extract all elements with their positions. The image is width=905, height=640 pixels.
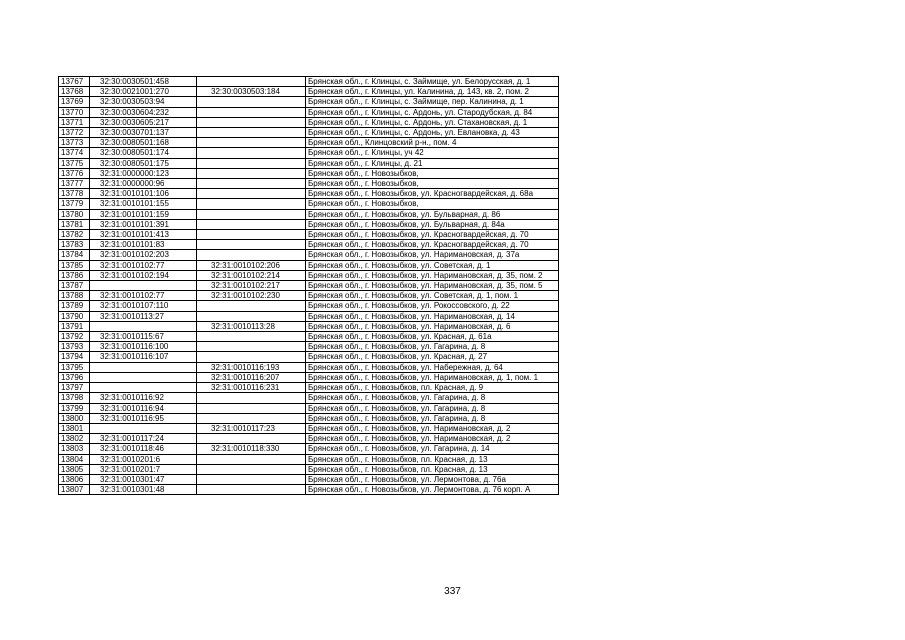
related-cadastral-number-cell: 32:30:0030503:184 [197,87,306,97]
address-cell: Брянская обл., г. Клинцы, с. Ардонь, ул. Евлановка, д. 43 [306,128,559,138]
address-cell: Брянская обл., г. Новозыбков, ул. Гагарина, д. 8 [306,413,559,423]
cadastral-number-cell [90,423,197,433]
table-row [59,311,559,321]
cadastral-number-cell: 32:30:0080501:168 [90,138,197,148]
row-number-cell: 13806 [59,474,90,484]
table-row [59,281,559,291]
row-number-cell: 13796 [59,372,90,382]
address-cell: Брянская обл., г. Новозыбков, ул. Набережная, д. 64 [306,362,559,372]
cadastral-number-cell: 32:31:0010101:106 [90,189,197,199]
related-cadastral-number-cell: 32:31:0010118:330 [197,444,306,454]
address-cell: Брянская обл., г. Новозыбков, ул. Лермонтова, д. 76а [306,474,559,484]
cadastral-number-cell: 32:31:0010101:155 [90,199,197,209]
row-number-cell: 13783 [59,240,90,250]
cadastral-number-cell: 32:30:0030503:94 [90,97,197,107]
table-row [59,454,559,464]
row-number-cell: 13767 [59,77,90,87]
table-row [59,321,559,331]
address-cell: Брянская обл., г. Клинцы, с. Ардонь, ул. Стародубская, д. 84 [306,107,559,117]
table-row [59,413,559,423]
registry-table [58,76,559,495]
related-cadastral-number-cell [197,403,306,413]
table-row [59,362,559,372]
row-number-cell: 13778 [59,189,90,199]
row-number-cell: 13787 [59,281,90,291]
address-cell: Брянская обл., г. Новозыбков, ул. Наримановская, д. 14 [306,311,559,321]
cadastral-number-cell: 32:31:0010102:203 [90,250,197,260]
cadastral-number-cell: 32:31:0010116:94 [90,403,197,413]
address-cell: Брянская обл., г. Новозыбков, ул. Наримановская, д. 37а [306,250,559,260]
table-row [59,444,559,454]
address-cell: Брянская обл., г. Новозыбков, [306,168,559,178]
cadastral-number-cell [90,383,197,393]
cadastral-number-cell: 32:31:0000000:96 [90,179,197,189]
table-row [59,464,559,474]
table-row [59,107,559,117]
cadastral-number-cell: 32:31:0010102:194 [90,270,197,280]
cadastral-number-cell: 32:31:0010102:77 [90,291,197,301]
cadastral-number-cell: 32:31:0010101:391 [90,219,197,229]
address-cell: Брянская обл., г. Новозыбков, ул. Красногвардейская, д. 68а [306,189,559,199]
row-number-cell: 13784 [59,250,90,260]
cadastral-number-cell: 32:31:0010102:77 [90,260,197,270]
table-row [59,97,559,107]
cadastral-number-cell [90,281,197,291]
cadastral-number-cell: 32:31:0010301:48 [90,485,197,495]
table-row [59,209,559,219]
related-cadastral-number-cell [197,301,306,311]
related-cadastral-number-cell: 32:31:0010116:193 [197,362,306,372]
cadastral-number-cell: 32:31:0010115:67 [90,332,197,342]
row-number-cell: 13797 [59,383,90,393]
address-cell: Брянская обл., г. Новозыбков, пл. Красная, д. 13 [306,464,559,474]
address-cell: Брянская обл., г. Новозыбков, пл. Красная, д. 9 [306,383,559,393]
row-number-cell: 13792 [59,332,90,342]
row-number-cell: 13801 [59,423,90,433]
related-cadastral-number-cell [197,148,306,158]
cadastral-number-cell: 32:30:0030605:217 [90,117,197,127]
related-cadastral-number-cell [197,352,306,362]
related-cadastral-number-cell [197,117,306,127]
related-cadastral-number-cell [197,199,306,209]
related-cadastral-number-cell [197,413,306,423]
table-row [59,138,559,148]
row-number-cell: 13770 [59,107,90,117]
row-number-cell: 13798 [59,393,90,403]
cadastral-number-cell: 32:31:0010113:27 [90,311,197,321]
row-number-cell: 13794 [59,352,90,362]
cadastral-number-cell: 32:30:0021001:270 [90,87,197,97]
table-row [59,189,559,199]
table-row [59,230,559,240]
cadastral-number-cell: 32:30:0030604:232 [90,107,197,117]
address-cell: Брянская обл., г. Клинцы, с. Займище, ул. Белорусская, д. 1 [306,77,559,87]
cadastral-number-cell: 32:30:0030701:137 [90,128,197,138]
address-cell: Брянская обл., г. Клинцы, с. Ардонь, ул. Стахановская, д. 1 [306,117,559,127]
address-cell: Брянская обл., г. Новозыбков, [306,179,559,189]
cadastral-number-cell [90,321,197,331]
cadastral-number-cell: 32:30:0080501:174 [90,148,197,158]
related-cadastral-number-cell: 32:31:0010102:214 [197,270,306,280]
table-row [59,148,559,158]
cadastral-number-cell: 32:31:0010107:110 [90,301,197,311]
address-cell: Брянская обл., г. Новозыбков, пл. Красная, д. 13 [306,454,559,464]
address-cell: Брянская обл., Клинцовский р-н., пом. 4 [306,138,559,148]
table-row [59,260,559,270]
address-cell: Брянская обл., г. Новозыбков, ул. Гагарина, д. 8 [306,342,559,352]
table-row [59,332,559,342]
table-row [59,434,559,444]
row-number-cell: 13782 [59,230,90,240]
related-cadastral-number-cell [197,209,306,219]
cadastral-number-cell: 32:31:0010201:6 [90,454,197,464]
table-row [59,179,559,189]
cadastral-number-cell: 32:31:0010101:413 [90,230,197,240]
address-cell: Брянская обл., г. Новозыбков, ул. Красная, д. 61а [306,332,559,342]
table-row [59,270,559,280]
related-cadastral-number-cell [197,454,306,464]
related-cadastral-number-cell [197,107,306,117]
table-row [59,301,559,311]
table-row [59,128,559,138]
table-row [59,403,559,413]
related-cadastral-number-cell [197,168,306,178]
related-cadastral-number-cell [197,128,306,138]
row-number-cell: 13768 [59,87,90,97]
address-cell: Брянская обл., г. Новозыбков, ул. Наримановская, д. 35, пом. 2 [306,270,559,280]
cadastral-number-cell: 32:31:0000000:123 [90,168,197,178]
row-number-cell: 13802 [59,434,90,444]
cadastral-number-cell: 32:31:0010116:100 [90,342,197,352]
row-number-cell: 13795 [59,362,90,372]
related-cadastral-number-cell [197,434,306,444]
address-cell: Брянская обл., г. Новозыбков, ул. Гагарина, д. 8 [306,393,559,403]
page-number: 337 [444,586,461,597]
row-number-cell: 13776 [59,168,90,178]
related-cadastral-number-cell: 32:31:0010102:217 [197,281,306,291]
address-cell: Брянская обл., г. Новозыбков, ул. Наримановская, д. 2 [306,423,559,433]
row-number-cell: 13807 [59,485,90,495]
related-cadastral-number-cell [197,485,306,495]
table-row [59,158,559,168]
row-number-cell: 13772 [59,128,90,138]
table-row [59,352,559,362]
address-cell: Брянская обл., г. Новозыбков, ул. Красногвардейская, д. 70 [306,240,559,250]
related-cadastral-number-cell [197,158,306,168]
table-row [59,393,559,403]
row-number-cell: 13773 [59,138,90,148]
related-cadastral-number-cell [197,393,306,403]
table-row [59,250,559,260]
address-cell: Брянская обл., г. Новозыбков, ул. Бульварная, д. 84а [306,219,559,229]
related-cadastral-number-cell: 32:31:0010102:206 [197,260,306,270]
cadastral-number-cell: 32:31:0010101:159 [90,209,197,219]
table-row [59,423,559,433]
related-cadastral-number-cell: 32:31:0010116:231 [197,383,306,393]
related-cadastral-number-cell [197,240,306,250]
related-cadastral-number-cell: 32:31:0010113:28 [197,321,306,331]
table-row [59,199,559,209]
related-cadastral-number-cell [197,138,306,148]
address-cell: Брянская обл., г. Новозыбков, ул. Наримановская, д. 1, пом. 1 [306,372,559,382]
cadastral-number-cell: 32:31:0010116:95 [90,413,197,423]
table-row [59,77,559,87]
cadastral-number-cell: 32:31:0010101:83 [90,240,197,250]
row-number-cell: 13785 [59,260,90,270]
cadastral-number-cell: 32:31:0010301:47 [90,474,197,484]
table-row [59,372,559,382]
related-cadastral-number-cell [197,474,306,484]
address-cell: Брянская обл., г. Новозыбков, ул. Красногвардейская, д. 70 [306,230,559,240]
related-cadastral-number-cell [197,250,306,260]
cadastral-number-cell [90,362,197,372]
related-cadastral-number-cell [197,311,306,321]
address-cell: Брянская обл., г. Клинцы, ул. Калинина, д. 143, кв. 2, пом. 2 [306,87,559,97]
row-number-cell: 13799 [59,403,90,413]
table-row [59,474,559,484]
cadastral-number-cell: 32:31:0010116:92 [90,393,197,403]
related-cadastral-number-cell [197,332,306,342]
row-number-cell: 13788 [59,291,90,301]
address-cell: Брянская обл., г. Новозыбков, ул. Наримановская, д. 6 [306,321,559,331]
related-cadastral-number-cell: 32:31:0010116:207 [197,372,306,382]
row-number-cell: 13777 [59,179,90,189]
row-number-cell: 13805 [59,464,90,474]
related-cadastral-number-cell [197,219,306,229]
address-cell: Брянская обл., г. Новозыбков, [306,199,559,209]
address-cell: Брянская обл., г. Новозыбков, ул. Советская, д. 1 [306,260,559,270]
table-row [59,485,559,495]
address-cell: Брянская обл., г. Новозыбков, ул. Бульварная, д. 86 [306,209,559,219]
row-number-cell: 13779 [59,199,90,209]
cadastral-number-cell: 32:30:0080501:175 [90,158,197,168]
table-row [59,240,559,250]
row-number-cell: 13804 [59,454,90,464]
table-row [59,383,559,393]
table-row [59,168,559,178]
row-number-cell: 13800 [59,413,90,423]
address-cell: Брянская обл., г. Новозыбков, ул. Красная, д. 27 [306,352,559,362]
row-number-cell: 13789 [59,301,90,311]
row-number-cell: 13790 [59,311,90,321]
address-cell: Брянская обл., г. Новозыбков, ул. Наримановская, д. 2 [306,434,559,444]
table-row [59,342,559,352]
row-number-cell: 13793 [59,342,90,352]
cadastral-number-cell: 32:31:0010118:46 [90,444,197,454]
related-cadastral-number-cell [197,342,306,352]
cadastral-number-cell: 32:31:0010201:7 [90,464,197,474]
cadastral-number-cell [90,372,197,382]
address-cell: Брянская обл., г. Новозыбков, ул. Гагарина, д. 14 [306,444,559,454]
related-cadastral-number-cell: 32:31:0010117:23 [197,423,306,433]
registry-table-body [59,77,559,495]
cadastral-number-cell: 32:30:0030501:458 [90,77,197,87]
row-number-cell: 13780 [59,209,90,219]
related-cadastral-number-cell [197,179,306,189]
related-cadastral-number-cell [197,97,306,107]
row-number-cell: 13775 [59,158,90,168]
address-cell: Брянская обл., г. Клинцы, с. Займище, пер. Калинина, д. 1 [306,97,559,107]
related-cadastral-number-cell [197,77,306,87]
address-cell: Брянская обл., г. Новозыбков, ул. Рокоссовского, д. 22 [306,301,559,311]
related-cadastral-number-cell: 32:31:0010102:230 [197,291,306,301]
table-row [59,87,559,97]
row-number-cell: 13769 [59,97,90,107]
row-number-cell: 13786 [59,270,90,280]
address-cell: Брянская обл., г. Новозыбков, ул. Советская, д. 1, пом. 1 [306,291,559,301]
cadastral-number-cell: 32:31:0010117:24 [90,434,197,444]
related-cadastral-number-cell [197,464,306,474]
row-number-cell: 13781 [59,219,90,229]
related-cadastral-number-cell [197,230,306,240]
table-row [59,117,559,127]
table-row [59,219,559,229]
table-row [59,291,559,301]
row-number-cell: 13791 [59,321,90,331]
row-number-cell: 13774 [59,148,90,158]
cadastral-number-cell: 32:31:0010116:107 [90,352,197,362]
related-cadastral-number-cell [197,189,306,199]
address-cell: Брянская обл., г. Новозыбков, ул. Лермонтова, д. 76 корп. А [306,485,559,495]
address-cell: Брянская обл., г. Клинцы, д. 21 [306,158,559,168]
row-number-cell: 13771 [59,117,90,127]
address-cell: Брянская обл., г. Новозыбков, ул. Наримановская, д. 35, пом. 5 [306,281,559,291]
address-cell: Брянская обл., г. Новозыбков, ул. Гагарина, д. 8 [306,403,559,413]
address-cell: Брянская обл., г. Клинцы, уч 42 [306,148,559,158]
row-number-cell: 13803 [59,444,90,454]
